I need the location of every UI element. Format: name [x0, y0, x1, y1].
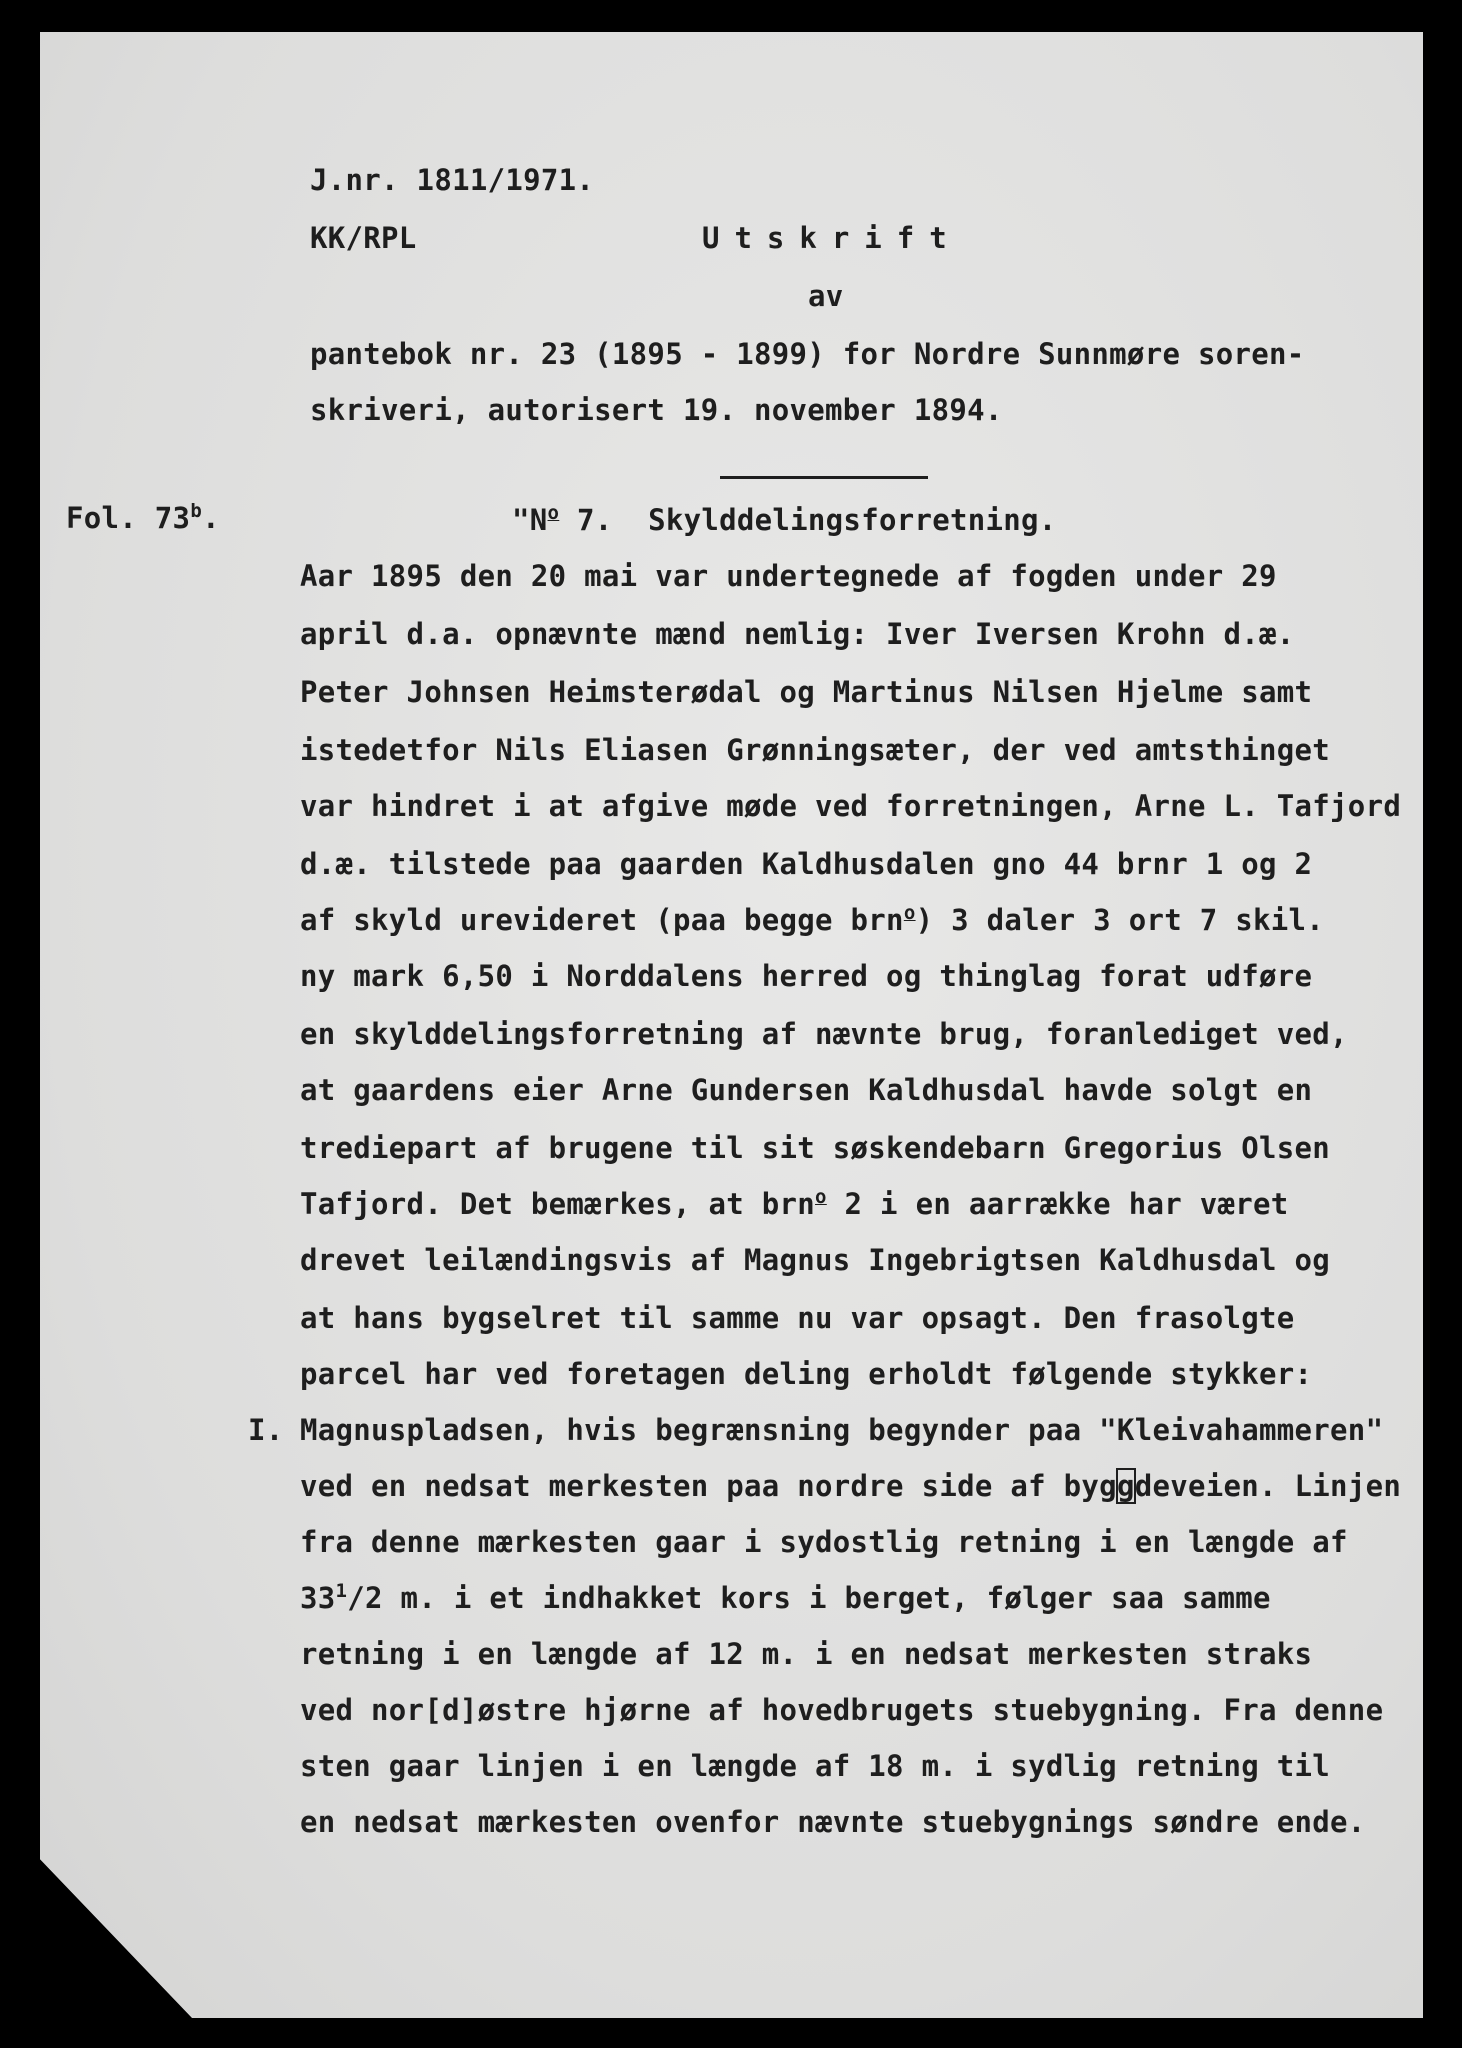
item-line: ved en nedsat merkesten paa nordre side af byggdeveien. Linjen: [300, 1469, 1402, 1503]
body-line: d.æ. tilstede paa gaarden Kaldhusdalen gno 44 brnr 1 og 2: [300, 847, 1313, 881]
item-line: Magnuspladsen, hvis begrænsning begynder paa "Kleivahammeren": [300, 1413, 1384, 1447]
body-line: trediepart af brugene til sit søskendebarn Gregorius Olsen: [300, 1131, 1331, 1165]
separator-rule: [720, 476, 928, 479]
body-line: af skyld urevideret (paa begge brn$^o$) 3 daler 3 ort 7 skil.: [300, 902, 1325, 937]
item-line: ved nor[d]østre hjørne af hovedbrugets stuebygning. Fra denne: [300, 1693, 1384, 1727]
item-line: en nedsat mærkesten ovenfor nævnte stuebygnings søndre ende.: [300, 1805, 1366, 1839]
body-line: at hans bygselret til samme nu var opsagt. Den frasolgte: [300, 1301, 1295, 1335]
item-line: retning i en længde af 12 m. i en nedsat merkesten straks: [300, 1637, 1313, 1671]
description-line-1: pantebok nr. 23 (1895 - 1899) for Nordre Sunnmøre soren-: [310, 337, 1305, 371]
body-line: drevet leilændingsvis af Magnus Ingebrigtsen Kaldhusdal og: [300, 1243, 1331, 1277]
folio-reference: Fol. 73$^b$.: [66, 500, 220, 535]
body-line: istedetfor Nils Eliasen Grønningsæter, der ved amtsthinget: [300, 733, 1331, 767]
body-line: Aar 1895 den 20 mai var undertegnede af fogden under 29: [300, 559, 1277, 593]
entry-heading: "$N^o$ 7. Skylddelingsforretning.: [512, 502, 1057, 537]
document-title: Utskrift: [702, 221, 962, 255]
body-line: parcel har ved foretagen deling erholdt følgende stykker:: [300, 1357, 1313, 1391]
item-line: sten gaar linjen i en længde af 18 m. i sydlig retning til: [300, 1749, 1331, 1783]
body-line: at gaardens eier Arne Gundersen Kaldhusdal havde solgt en: [300, 1073, 1313, 1107]
body-line: en skylddelingsforretning af nævnte brug, foranlediget ved,: [300, 1017, 1348, 1051]
body-line: Peter Johnsen Heimsterødal og Martinus Nilsen Hjelme samt: [300, 675, 1313, 709]
initials: KK/RPL: [310, 221, 417, 255]
body-line: april d.a. opnævnte mænd nemlig: Iver Iversen Krohn d.æ.: [300, 617, 1295, 651]
description-line-2: skriveri, autorisert 19. november 1894.: [310, 393, 1003, 427]
document-subtitle: av: [808, 279, 844, 313]
item-marker: I.: [248, 1413, 284, 1447]
journal-number: J.nr. 1811/1971.: [310, 163, 595, 197]
body-line: Tafjord. Det bemærkes, at brn$^o$ 2 i en aarrække har været: [300, 1186, 1289, 1221]
body-line: ny mark 6,50 i Norddalens herred og thinglag forat udføre: [300, 959, 1313, 993]
item-line: fra denne mærkesten gaar i sydostlig retning i en længde af: [300, 1525, 1348, 1559]
body-line: var hindret i at afgive møde ved forretningen, Arne L. Tafjord: [300, 789, 1402, 823]
item-line: $33^1/2$ m. i et indhakket kors i berget, følger saa samme: [300, 1580, 1271, 1615]
